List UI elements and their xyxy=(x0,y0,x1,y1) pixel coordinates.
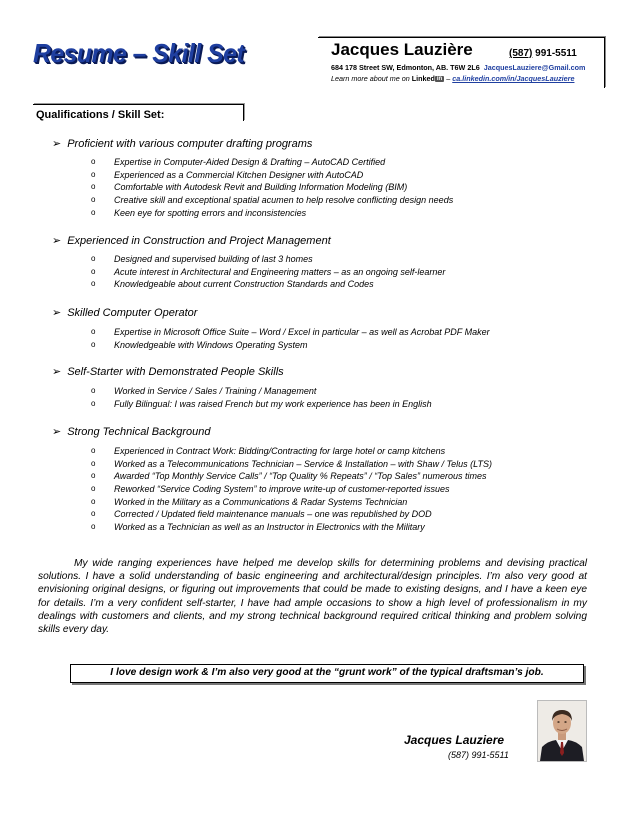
circle-bullet-icon: o xyxy=(91,327,96,336)
circle-bullet-icon: o xyxy=(91,170,96,179)
circle-bullet-icon: o xyxy=(91,386,96,395)
linkedin-url-link[interactable]: ca.linkedin.com/in/JacquesLauziere xyxy=(452,74,575,83)
skill-item-text: Corrected / Updated field maintenance manuals – one was republished by DOD xyxy=(114,509,432,519)
skill-item-text: Creative skill and exceptional spatial acumen to help resolve conflicting design needs xyxy=(114,195,454,205)
arrow-bullet-icon: ➢ xyxy=(52,366,62,378)
phone-area-code: (587) xyxy=(509,48,533,59)
skill-item-text: Worked in Service / Sales / Training / Management xyxy=(114,386,317,396)
circle-bullet-icon: o xyxy=(91,459,96,468)
skill-group-text: Self-Starter with Demonstrated People Skills xyxy=(67,366,284,378)
circle-bullet-icon: o xyxy=(91,195,96,204)
skill-item-text: Keen eye for spotting errors and inconsistencies xyxy=(114,208,307,218)
portrait-image xyxy=(538,701,586,761)
skill-item-text: Designed and supervised building of last 3 homes xyxy=(114,254,313,264)
circle-bullet-icon: o xyxy=(91,182,96,191)
skill-item-text: Knowledgeable with Windows Operating System xyxy=(114,340,308,350)
circle-bullet-icon: o xyxy=(91,497,96,506)
circle-bullet-icon: o xyxy=(91,522,96,531)
skill-group-title xyxy=(52,365,284,378)
circle-bullet-icon: o xyxy=(91,471,96,480)
arrow-bullet-icon: ➢ xyxy=(52,426,62,438)
skill-item-text: Knowledgeable about current Construction Standards and Codes xyxy=(114,279,374,289)
skill-group-title xyxy=(52,306,197,319)
address-text: 684 178 Street SW, Edmonton, AB. T6W 2L6 xyxy=(331,63,480,72)
skill-item-text: Experienced in Contract Work: Bidding/Contracting for large hotel or camp kitchens xyxy=(114,446,446,456)
banner-text: I love design work & I’m also very good at the “grunt work” of the typical draftsman’s job. xyxy=(110,667,544,678)
arrow-bullet-icon: ➢ xyxy=(52,235,62,247)
signature-phone: (587) 991-5511 xyxy=(448,750,509,760)
skill-group-title xyxy=(52,234,331,247)
skill-item-text: Reworked “Service Coding System” to improve write-up of customer-reported issues xyxy=(114,484,450,494)
skill-item-text: Expertise in Computer-Aided Design & Drafting – AutoCAD Certified xyxy=(114,157,386,167)
contact-name: Jacques Lauzière xyxy=(331,40,473,59)
circle-bullet-icon: o xyxy=(91,399,96,408)
circle-bullet-icon: o xyxy=(91,157,96,166)
signature-name: Jacques Lauziere xyxy=(404,733,505,747)
linkedin-separator: – xyxy=(446,74,451,83)
skill-group-text: Strong Technical Background xyxy=(67,426,211,438)
circle-bullet-icon: o xyxy=(91,254,96,263)
qualifications-heading: Qualifications / Skill Set: xyxy=(36,109,165,121)
skill-group-text: Experienced in Construction and Project Management xyxy=(67,235,331,247)
arrow-bullet-icon: ➢ xyxy=(52,138,62,150)
skill-group-title xyxy=(52,137,312,150)
contact-phone xyxy=(509,48,577,59)
resume-title: Resume – Skill Set xyxy=(33,38,245,68)
skill-item-text: Acute interest in Architectural and Engineering matters – as an ongoing self-learner xyxy=(114,267,446,277)
skill-item-text: Worked as a Telecommunications Technician – Service & Installation – with Shaw / Telus (LTS) xyxy=(114,459,493,469)
summary-text: My wide ranging experiences have helped me develop skills for determining problems and devising practical solutions. I have a solid understanding of basic engineering and architectural/design principles. I’m also very good at envisioning original designs, or figuring out improvements that could be made to existing designs, and I have a keen eye for details. I’m a very confident self-starter, I have had ample occasions to show a high level of professionalism in my dealings with customers and clients, and my strong technical background required critical thinking and problem solving skills every day. xyxy=(38,558,587,636)
linkedin-icon: in xyxy=(436,76,443,82)
circle-bullet-icon: o xyxy=(91,208,96,217)
circle-bullet-icon: o xyxy=(91,446,96,455)
circle-bullet-icon: o xyxy=(91,484,96,493)
skill-group-text: Proficient with various computer drafting programs xyxy=(67,138,313,150)
skill-item-text: Expertise in Microsoft Office Suite – Word / Excel in particular – as well as Acrobat PDF Maker xyxy=(114,327,490,337)
skill-item-text: Fully Bilingual: I was raised French but my work experience has been in English xyxy=(114,399,432,409)
skill-item-text: Worked as a Technician as well as an Instructor in Electronics with the Military xyxy=(114,522,425,532)
skill-group-text: Skilled Computer Operator xyxy=(67,307,198,319)
skill-item-text: Experienced as a Commercial Kitchen Designer with AutoCAD xyxy=(114,170,364,180)
circle-bullet-icon: o xyxy=(91,340,96,349)
circle-bullet-icon: o xyxy=(91,279,96,288)
skill-item-text: Comfortable with Autodesk Revit and Building Information Modeling (BIM) xyxy=(114,182,408,192)
linkedin-word: Linked xyxy=(411,74,435,83)
summary-paragraph xyxy=(38,557,587,636)
learn-more-text: Learn more about me on xyxy=(331,74,410,83)
phone-number: 991-5511 xyxy=(535,48,577,59)
skill-item-text: Worked in the Military as a Communications & Radar Systems Technician xyxy=(114,497,408,507)
circle-bullet-icon: o xyxy=(91,509,96,518)
skill-item-text: Awarded “Top Monthly Service Calls” / “Top Quality % Repeats” / “Top Sales” numerous times xyxy=(114,471,487,481)
linkedin-line xyxy=(331,74,574,83)
circle-bullet-icon: o xyxy=(91,267,96,276)
skill-group-title xyxy=(52,425,211,438)
profile-photo xyxy=(537,700,587,762)
contact-address xyxy=(331,63,585,72)
arrow-bullet-icon: ➢ xyxy=(52,307,62,319)
email-link[interactable]: JacquesLauziere@Gmail.com xyxy=(483,63,586,72)
